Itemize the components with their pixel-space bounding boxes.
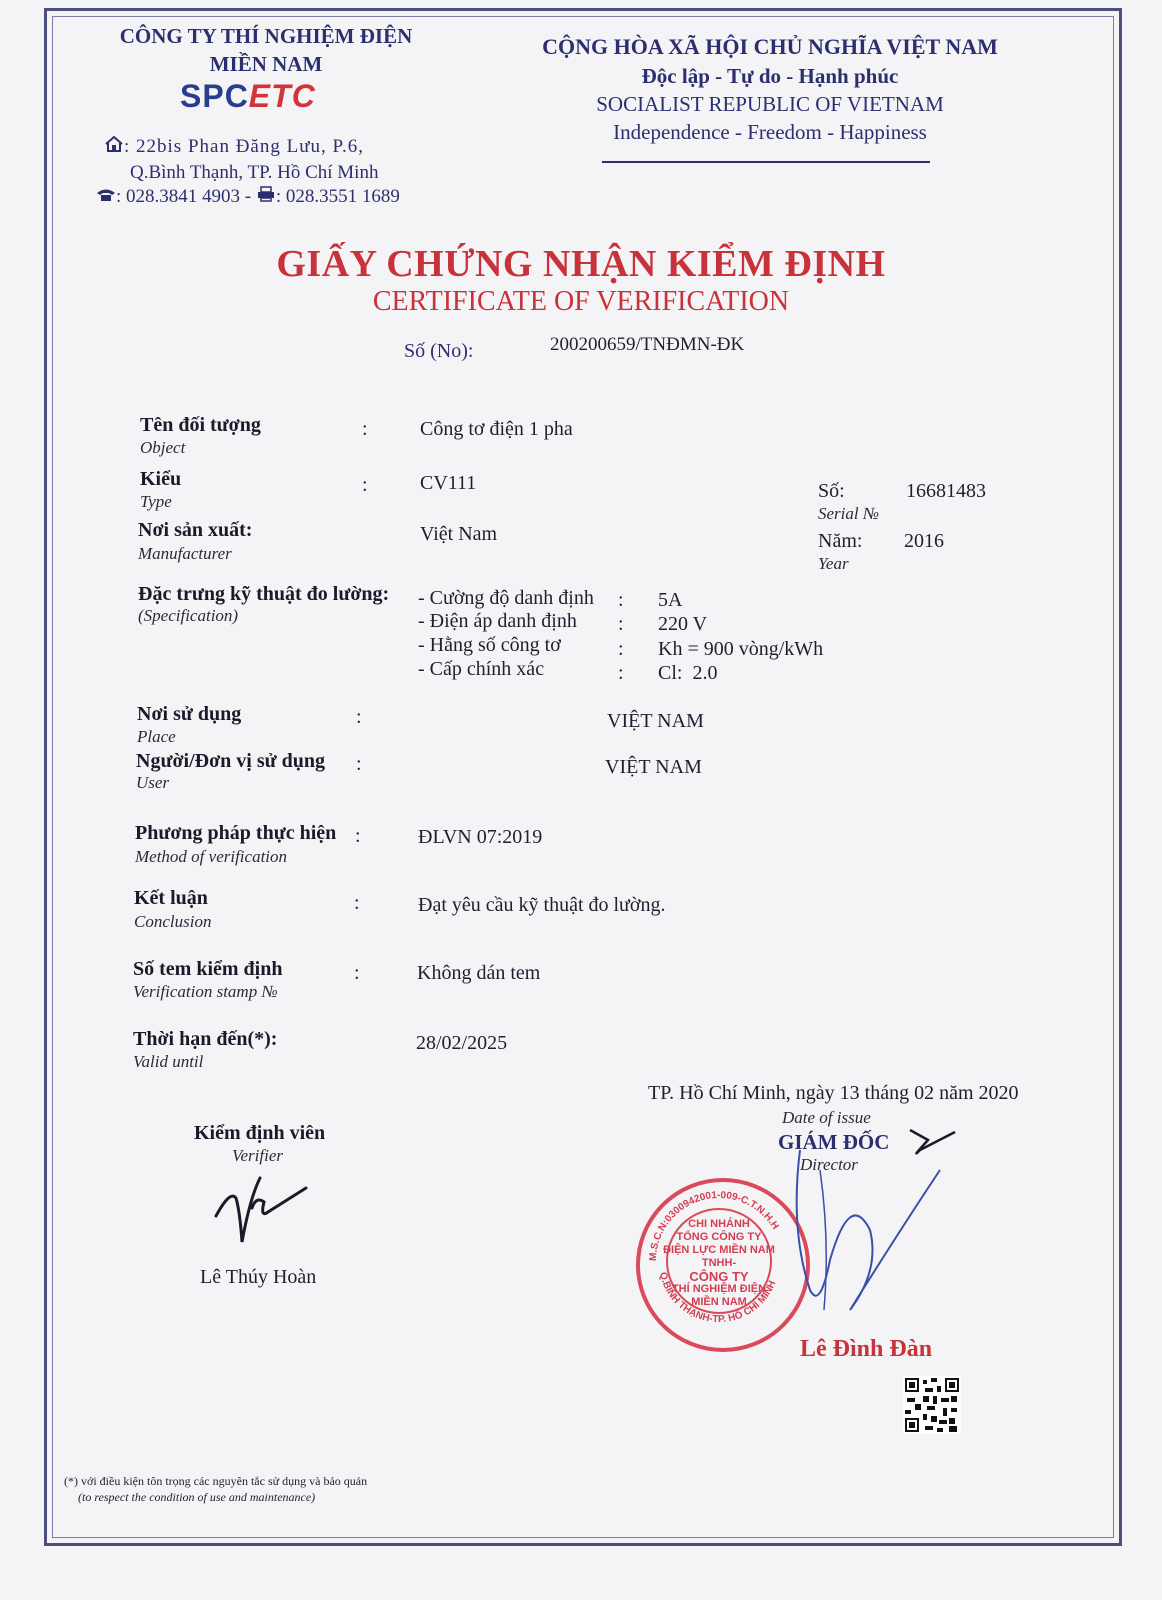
certificate-title-en: CERTIFICATE OF VERIFICATION xyxy=(372,286,790,317)
place-label-en: Place xyxy=(137,727,176,746)
seal-line: MIỀN NAM xyxy=(691,1296,747,1308)
spec-item-colon: : xyxy=(618,662,624,684)
seal-line: CHI NHÁNH xyxy=(688,1218,750,1230)
object-label-en: Object xyxy=(140,438,186,457)
seal-ring-bottom-text: Q.BÌNH THẠNH-TP. HỒ CHÍ MINH xyxy=(656,1271,779,1326)
certificate-no-label: Số (No): xyxy=(404,340,474,362)
spec-item-value: Cl: 2.0 xyxy=(658,662,718,684)
spec-item-value: Kh = 900 vòng/kWh xyxy=(658,638,824,660)
logo-etc: ETC xyxy=(248,78,316,114)
qr-code xyxy=(903,1376,961,1434)
object-label: Tên đối tượng xyxy=(140,414,261,436)
spec-item-colon: : xyxy=(618,638,624,660)
director-signature xyxy=(760,1110,970,1330)
place-colon: : xyxy=(356,706,362,728)
phone-number: 028.3841 4903 xyxy=(126,186,241,207)
method-label: Phương pháp thực hiện xyxy=(135,822,337,844)
fax-number: 028.3551 1689 xyxy=(285,186,400,207)
conclusion-value: Đạt yêu cầu kỹ thuật đo lường. xyxy=(418,894,666,916)
stamp-no-colon: : xyxy=(354,962,360,984)
conclusion-label-en: Conclusion xyxy=(134,912,212,931)
type-label-en: Type xyxy=(140,492,172,511)
method-value: ĐLVN 07:2019 xyxy=(418,826,543,848)
spec-item-label: - Điện áp danh định xyxy=(418,610,577,632)
year-label-en: Year xyxy=(818,554,849,573)
serial-label: Số: xyxy=(818,480,845,502)
verifier-title: Kiểm định viên xyxy=(194,1122,326,1144)
company-name-line2: MIỀN NAM xyxy=(209,52,323,76)
republic-header xyxy=(530,32,1010,146)
fax-icon xyxy=(256,186,276,202)
verifier-title-en: Verifier xyxy=(232,1146,283,1165)
valid-until-value: 28/02/2025 xyxy=(416,1032,508,1054)
footnote-en: (to respect the condition of use and maintenance) xyxy=(78,1490,316,1504)
spec-item-label: - Hằng số công tơ xyxy=(418,634,561,656)
user-label: Người/Đơn vị sử dụng xyxy=(136,750,325,772)
user-label-en: User xyxy=(136,773,170,792)
director-title-en: Director xyxy=(800,1155,858,1174)
stamp-no-label: Số tem kiểm định xyxy=(133,958,283,980)
year-label: Năm: xyxy=(818,530,863,552)
manufacturer-value: Việt Nam xyxy=(420,523,498,545)
address-text-1: 22bis Phan Đăng Lưu, P.6, xyxy=(136,136,364,157)
republic-name-en: SOCIALIST REPUBLIC OF VIETNAM xyxy=(596,92,944,116)
certificate-title-vi: GIẤY CHỨNG NHẬN KIỂM ĐỊNH xyxy=(276,243,886,285)
seal-line: ĐIỆN LỰC MIỀN NAM xyxy=(663,1244,775,1256)
seal-line: THÍ NGHIỆM ĐIỆN xyxy=(671,1283,767,1295)
logo-spc: SPC xyxy=(180,78,249,114)
user-colon: : xyxy=(356,753,362,775)
conclusion-label: Kết luận xyxy=(134,887,208,909)
issue-date-en: Date of issue xyxy=(782,1108,871,1127)
serial-value: 16681483 xyxy=(906,480,986,502)
issue-place-date: TP. Hồ Chí Minh, ngày 13 tháng 02 năm 2020 xyxy=(648,1082,1019,1104)
seal-line: CÔNG TY xyxy=(689,1269,749,1284)
stamp-no-value: Không dán tem xyxy=(417,962,541,984)
company-address-line2: Q.Bình Thạnh, TP. Hồ Chí Minh xyxy=(130,162,379,183)
method-colon: : xyxy=(355,825,361,847)
republic-motto-en: Independence - Freedom - Happiness xyxy=(613,120,927,144)
verifier-name: Lê Thúy Hoàn xyxy=(200,1266,317,1288)
footnote-vi: (*) với điều kiện tôn trọng các nguyên tắc sử dụng và bảo quản xyxy=(64,1474,368,1488)
company-address-line1: : 22bis Phan Đăng Lưu, P.6, xyxy=(104,136,364,158)
spec-item-label: - Cường độ danh định xyxy=(418,587,594,609)
director-title: GIÁM ĐỐC xyxy=(778,1130,890,1154)
spec-item-colon: : xyxy=(618,589,624,611)
valid-until-label-en: Valid until xyxy=(133,1052,204,1071)
republic-underline xyxy=(602,161,930,163)
type-label: Kiểu xyxy=(140,468,182,490)
manufacturer-label-en: Manufacturer xyxy=(138,544,232,563)
company-name xyxy=(106,22,426,78)
place-label: Nơi sử dụng xyxy=(137,703,242,725)
spec-item-label: - Cấp chính xác xyxy=(418,658,545,680)
certificate-no-value: 200200659/TNĐMN-ĐK xyxy=(550,334,745,355)
company-name-line1: CÔNG TY THÍ NGHIỆM ĐIỆN xyxy=(119,24,413,48)
object-value: Công tơ điện 1 pha xyxy=(420,418,573,440)
spec-item-colon: : xyxy=(618,613,624,635)
manufacturer-label: Nơi sản xuất: xyxy=(138,519,253,541)
spec-item-value: 5A xyxy=(658,589,683,611)
company-contact: : 028.3841 4903 - : 028.3551 1689 xyxy=(96,186,400,208)
phone-icon xyxy=(96,188,116,202)
house-icon xyxy=(104,136,124,152)
seal-line: TNHH- xyxy=(701,1257,737,1269)
seal-ring-top-text: M.S.C.N:0300942001-009-C.T.N.H.H xyxy=(647,1189,781,1262)
serial-label-en: Serial № xyxy=(818,504,879,523)
company-logo xyxy=(180,78,316,115)
method-label-en: Method of verification xyxy=(135,847,288,866)
seal-line: TỔNG CÔNG TY xyxy=(676,1231,762,1243)
conclusion-colon: : xyxy=(354,892,360,914)
object-colon: : xyxy=(362,418,368,440)
year-value: 2016 xyxy=(904,530,944,552)
valid-until-label: Thời hạn đến(*): xyxy=(133,1028,278,1050)
director-name: Lê Đình Đàn xyxy=(800,1336,933,1362)
spec-item-value: 220 V xyxy=(658,613,708,635)
republic-name: CỘNG HÒA XÃ HỘI CHỦ NGHĨA VIỆT NAM xyxy=(542,34,998,59)
spec-label: Đặc trưng kỹ thuật đo lường: xyxy=(138,583,390,605)
type-value: CV111 xyxy=(420,472,477,494)
spec-label-en: (Specification) xyxy=(138,606,239,625)
place-value: VIỆT NAM xyxy=(607,710,704,732)
user-value: VIỆT NAM xyxy=(605,756,702,778)
verifier-signature xyxy=(212,1168,322,1248)
type-colon: : xyxy=(362,474,368,496)
republic-motto: Độc lập - Tự do - Hạnh phúc xyxy=(641,64,899,88)
stamp-no-label-en: Verification stamp № xyxy=(133,982,278,1001)
